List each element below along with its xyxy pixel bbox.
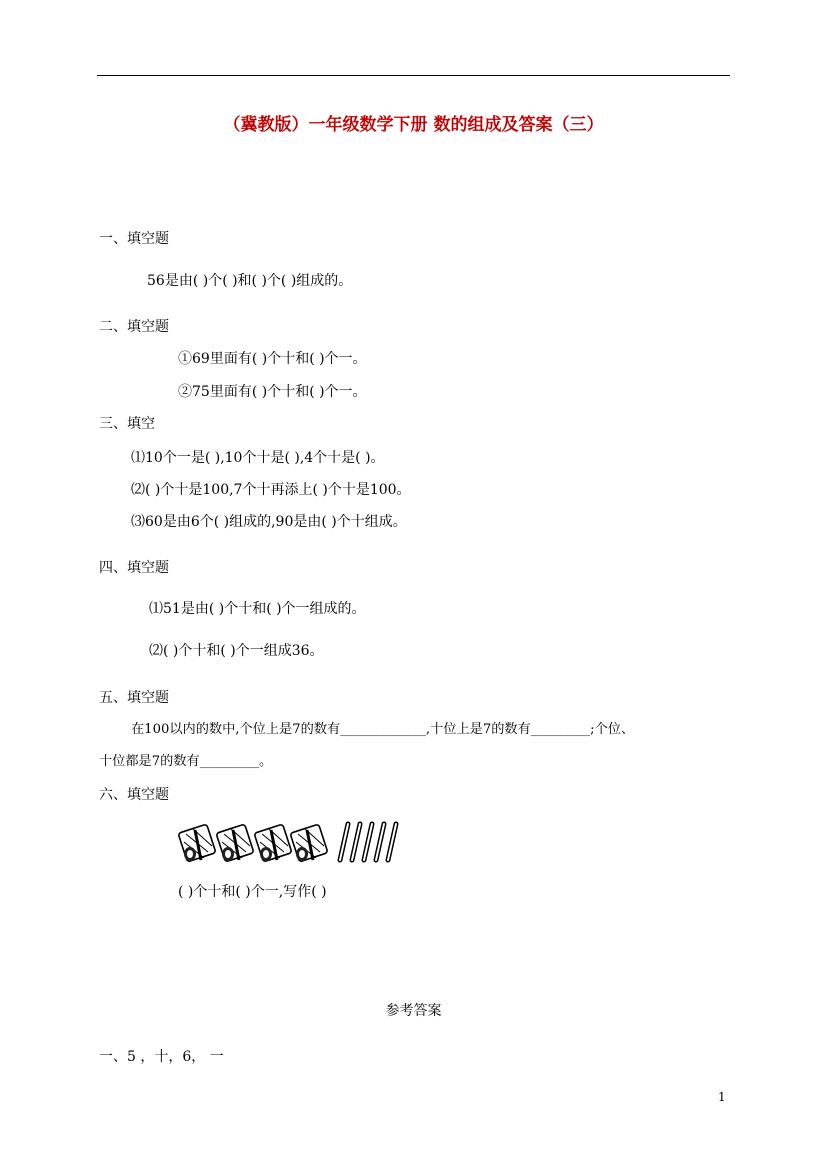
bundle-of-ten-icon xyxy=(216,824,254,862)
section-5-heading: 五、填空题 xyxy=(99,690,169,706)
answer-1: 一、5 ，十，6， 一 xyxy=(99,1049,224,1065)
bundle-of-ten-icon xyxy=(290,824,328,862)
section-3-question-3: ⑶60是由6个( )组成的,90是由( )个十组成。 xyxy=(131,514,407,530)
section-4-heading: 四、填空题 xyxy=(99,560,169,576)
section-1-question: 56是由( )个( )和( )个( )组成的。 xyxy=(147,273,353,289)
section-4-question-1: ⑴51是由( )个十和( )个一组成的。 xyxy=(149,601,366,617)
section-5-line-1: 在100以内的数中,个位上是7的数有_____________,十位上是7的数有_________;个位、 xyxy=(131,722,635,737)
sticks-bundles-illustration xyxy=(178,818,400,868)
section-3-question-1: ⑴10个一是( ),10个十是( ),4个十是( )。 xyxy=(131,450,385,466)
bundle-of-ten-icon xyxy=(178,824,216,862)
bundle-of-ten-icon xyxy=(254,824,292,862)
header-rule xyxy=(97,75,730,76)
section-3-question-2: ⑵( )个十是100,7个十再添上( )个十是100。 xyxy=(131,482,411,498)
single-sticks-icon xyxy=(340,824,396,860)
section-2-question-1: ①69里面有( )个十和( )个一。 xyxy=(178,351,367,367)
section-1-heading: 一、填空题 xyxy=(99,231,169,247)
section-6-heading: 六、填空题 xyxy=(99,787,169,803)
page-number: 1 xyxy=(718,1090,726,1104)
section-6-question: ( )个十和( )个一,写作( ) xyxy=(178,884,327,900)
section-2-heading: 二、填空题 xyxy=(99,319,169,335)
section-4-question-2: ⑵( )个十和( )个一组成36。 xyxy=(149,643,324,659)
answers-heading: 参考答案 xyxy=(385,1003,442,1019)
section-2-question-2: ②75里面有( )个十和( )个一。 xyxy=(178,384,367,400)
page-title: （冀教版）一年级数学下册 数的组成及答案（三） xyxy=(223,115,604,135)
section-5-line-2: 十位都是7的数有_________。 xyxy=(99,754,273,769)
section-3-heading: 三、填空 xyxy=(99,416,155,432)
